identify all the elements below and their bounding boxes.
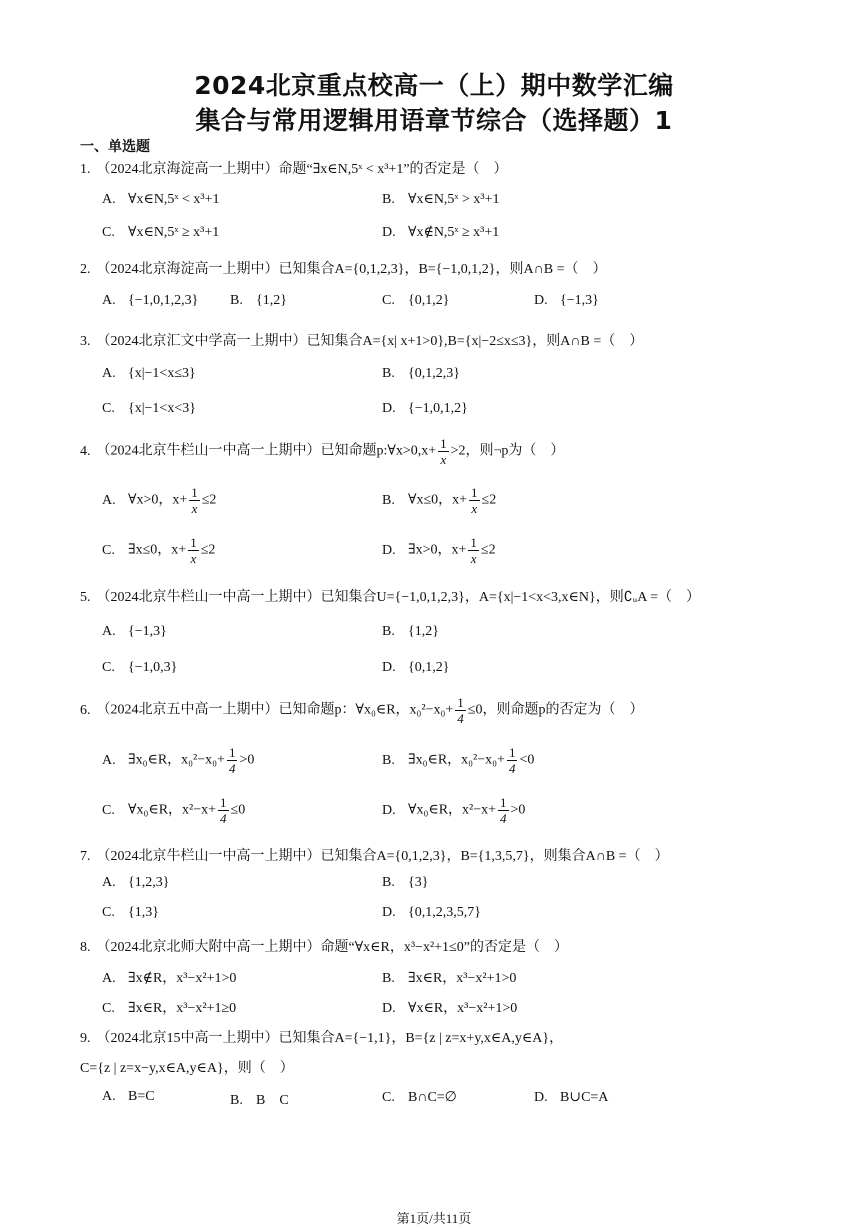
option-2c: C. {0,1,2} bbox=[382, 293, 450, 308]
option-2d: D. {−1,3} bbox=[534, 293, 599, 308]
question-9-continued: C={z | z=x−y,x∈A,y∈A}，则（ ） bbox=[80, 1061, 294, 1076]
option-7d: D. {0,1,2,3,5,7} bbox=[382, 905, 481, 920]
question-9: 9. （2024北京15中高一上期中）已知集合A={−1,1}，B={z | z=x+y,x∈A,y∈A}， bbox=[80, 1031, 564, 1046]
question-number: 1. bbox=[80, 162, 91, 177]
question-7: 7. （2024北京牛栏山一中高一上期中）已知集合A={0,1,2,3}，B={1,3,5,7}，则集合A∩B =（ ） bbox=[80, 849, 669, 864]
option-2b: B. {1,2} bbox=[230, 293, 287, 308]
option-2a: A. {−1,0,1,2,3} bbox=[102, 293, 199, 308]
option-4d: D. ∃x>0，x+ $\frac{1}{x}$ ≤2 bbox=[382, 535, 496, 566]
option-1a: A. ∀x∈N,5ˣ < x³+1 bbox=[102, 192, 220, 207]
question-5: 5. （2024北京牛栏山一中高一上期中）已知集合U={−1,0,1,2,3}，A={x|−1<x<3,x∈N}，则∁ᵤA =（ ） bbox=[80, 590, 700, 605]
option-7a: A. {1,2,3} bbox=[102, 875, 170, 890]
page-title-line2: 集合与常用逻辑用语章节综合（选择题）1 bbox=[195, 106, 673, 135]
option-1c: C. ∀x∈N,5ˣ ≥ x³+1 bbox=[102, 225, 220, 240]
option-4b: B. ∀x≤0，x+ $\frac{1}{x}$ ≤2 bbox=[382, 485, 497, 516]
option-9b: B. B C bbox=[230, 1093, 289, 1108]
option-9a: A. B=C bbox=[102, 1089, 155, 1104]
option-6b: B. ∃x₀∈R，x₀²−x₀+ $\frac{1}{4}$ <0 bbox=[382, 745, 535, 776]
option-8d: D. ∀x∈R，x³−x²+1>0 bbox=[382, 1001, 518, 1016]
option-5c: C. {−1,0,3} bbox=[102, 660, 178, 675]
option-1b: B. ∀x∈N,5ˣ > x³+1 bbox=[382, 192, 500, 207]
option-8c: C. ∃x∈R，x³−x²+1≥0 bbox=[102, 1001, 237, 1016]
page-footer: 第1页/共11页 bbox=[396, 1211, 472, 1226]
question-8: 8. （2024北京北师大附中高一上期中）命题“∀x∈R，x³−x²+1≤0”的否定是（ ） bbox=[80, 940, 568, 955]
option-3a: A. {x|−1<x≤3} bbox=[102, 366, 196, 381]
option-8a: A. ∃x∉R，x³−x²+1>0 bbox=[102, 971, 237, 986]
option-3b: B. {0,1,2,3} bbox=[382, 366, 460, 381]
option-6a: A. ∃x₀∈R，x₀²−x₀+ $\frac{1}{4}$ >0 bbox=[102, 745, 255, 776]
question-1 bbox=[80, 158, 508, 178]
question-4: 4. （2024北京牛栏山一中高一上期中）已知命题p:∀x>0,x+ $\frac{1}{x}$ >2，则¬p为（ ） bbox=[80, 436, 565, 467]
question-2: 2. （2024北京海淀高一上期中）已知集合A={0,1,2,3}，B={−1,0,1,2}，则A∩B =（ ） bbox=[80, 262, 607, 277]
option-5d: D. {0,1,2} bbox=[382, 660, 450, 675]
option-8b: B. ∃x∈R，x³−x²+1>0 bbox=[382, 971, 517, 986]
option-7b: B. {3} bbox=[382, 875, 429, 890]
question-6: 6. （2024北京五中高一上期中）已知命题p：∀x₀∈R，x₀²−x₀+ $\frac{1}{4}$ ≤0，则命题p的否定为（ ） bbox=[80, 695, 644, 726]
page-title-line1: 2024北京重点校高一（上）期中数学汇编 bbox=[194, 71, 674, 100]
option-5a: A. {−1,3} bbox=[102, 624, 167, 639]
option-6c: C. ∀x₀∈R，x²−x+ $\frac{1}{4}$ ≤0 bbox=[102, 795, 246, 826]
option-3c: C. {x|−1<x<3} bbox=[102, 401, 196, 416]
question-3: 3. （2024北京汇文中学高一上期中）已知集合A={x| x+1>0},B={x|−2≤x≤3}，则A∩B =（ ） bbox=[80, 334, 644, 349]
question-stem: （2024北京海淀高一上期中）命题“∃x∈N,5ˣ < x³+1”的否定是（ ） bbox=[96, 162, 508, 177]
fraction: $\frac{1}{x}$ bbox=[440, 436, 447, 467]
option-7c: C. {1,3} bbox=[102, 905, 159, 920]
option-1d: D. ∀x∉N,5ˣ ≥ x³+1 bbox=[382, 225, 500, 240]
option-9c: C. B∩C=∅ bbox=[382, 1090, 457, 1105]
section-heading: 一、单选题 bbox=[80, 139, 150, 155]
option-6d: D. ∀x₀∈R，x²−x+ $\frac{1}{4}$ >0 bbox=[382, 795, 526, 826]
option-4a: A. ∀x>0，x+ $\frac{1}{x}$ ≤2 bbox=[102, 485, 217, 516]
option-3d: D. {−1,0,1,2} bbox=[382, 401, 468, 416]
option-4c: C. ∃x≤0，x+ $\frac{1}{x}$ ≤2 bbox=[102, 535, 216, 566]
option-9d: D. B∪C=A bbox=[534, 1090, 609, 1105]
option-5b: B. {1,2} bbox=[382, 624, 439, 639]
